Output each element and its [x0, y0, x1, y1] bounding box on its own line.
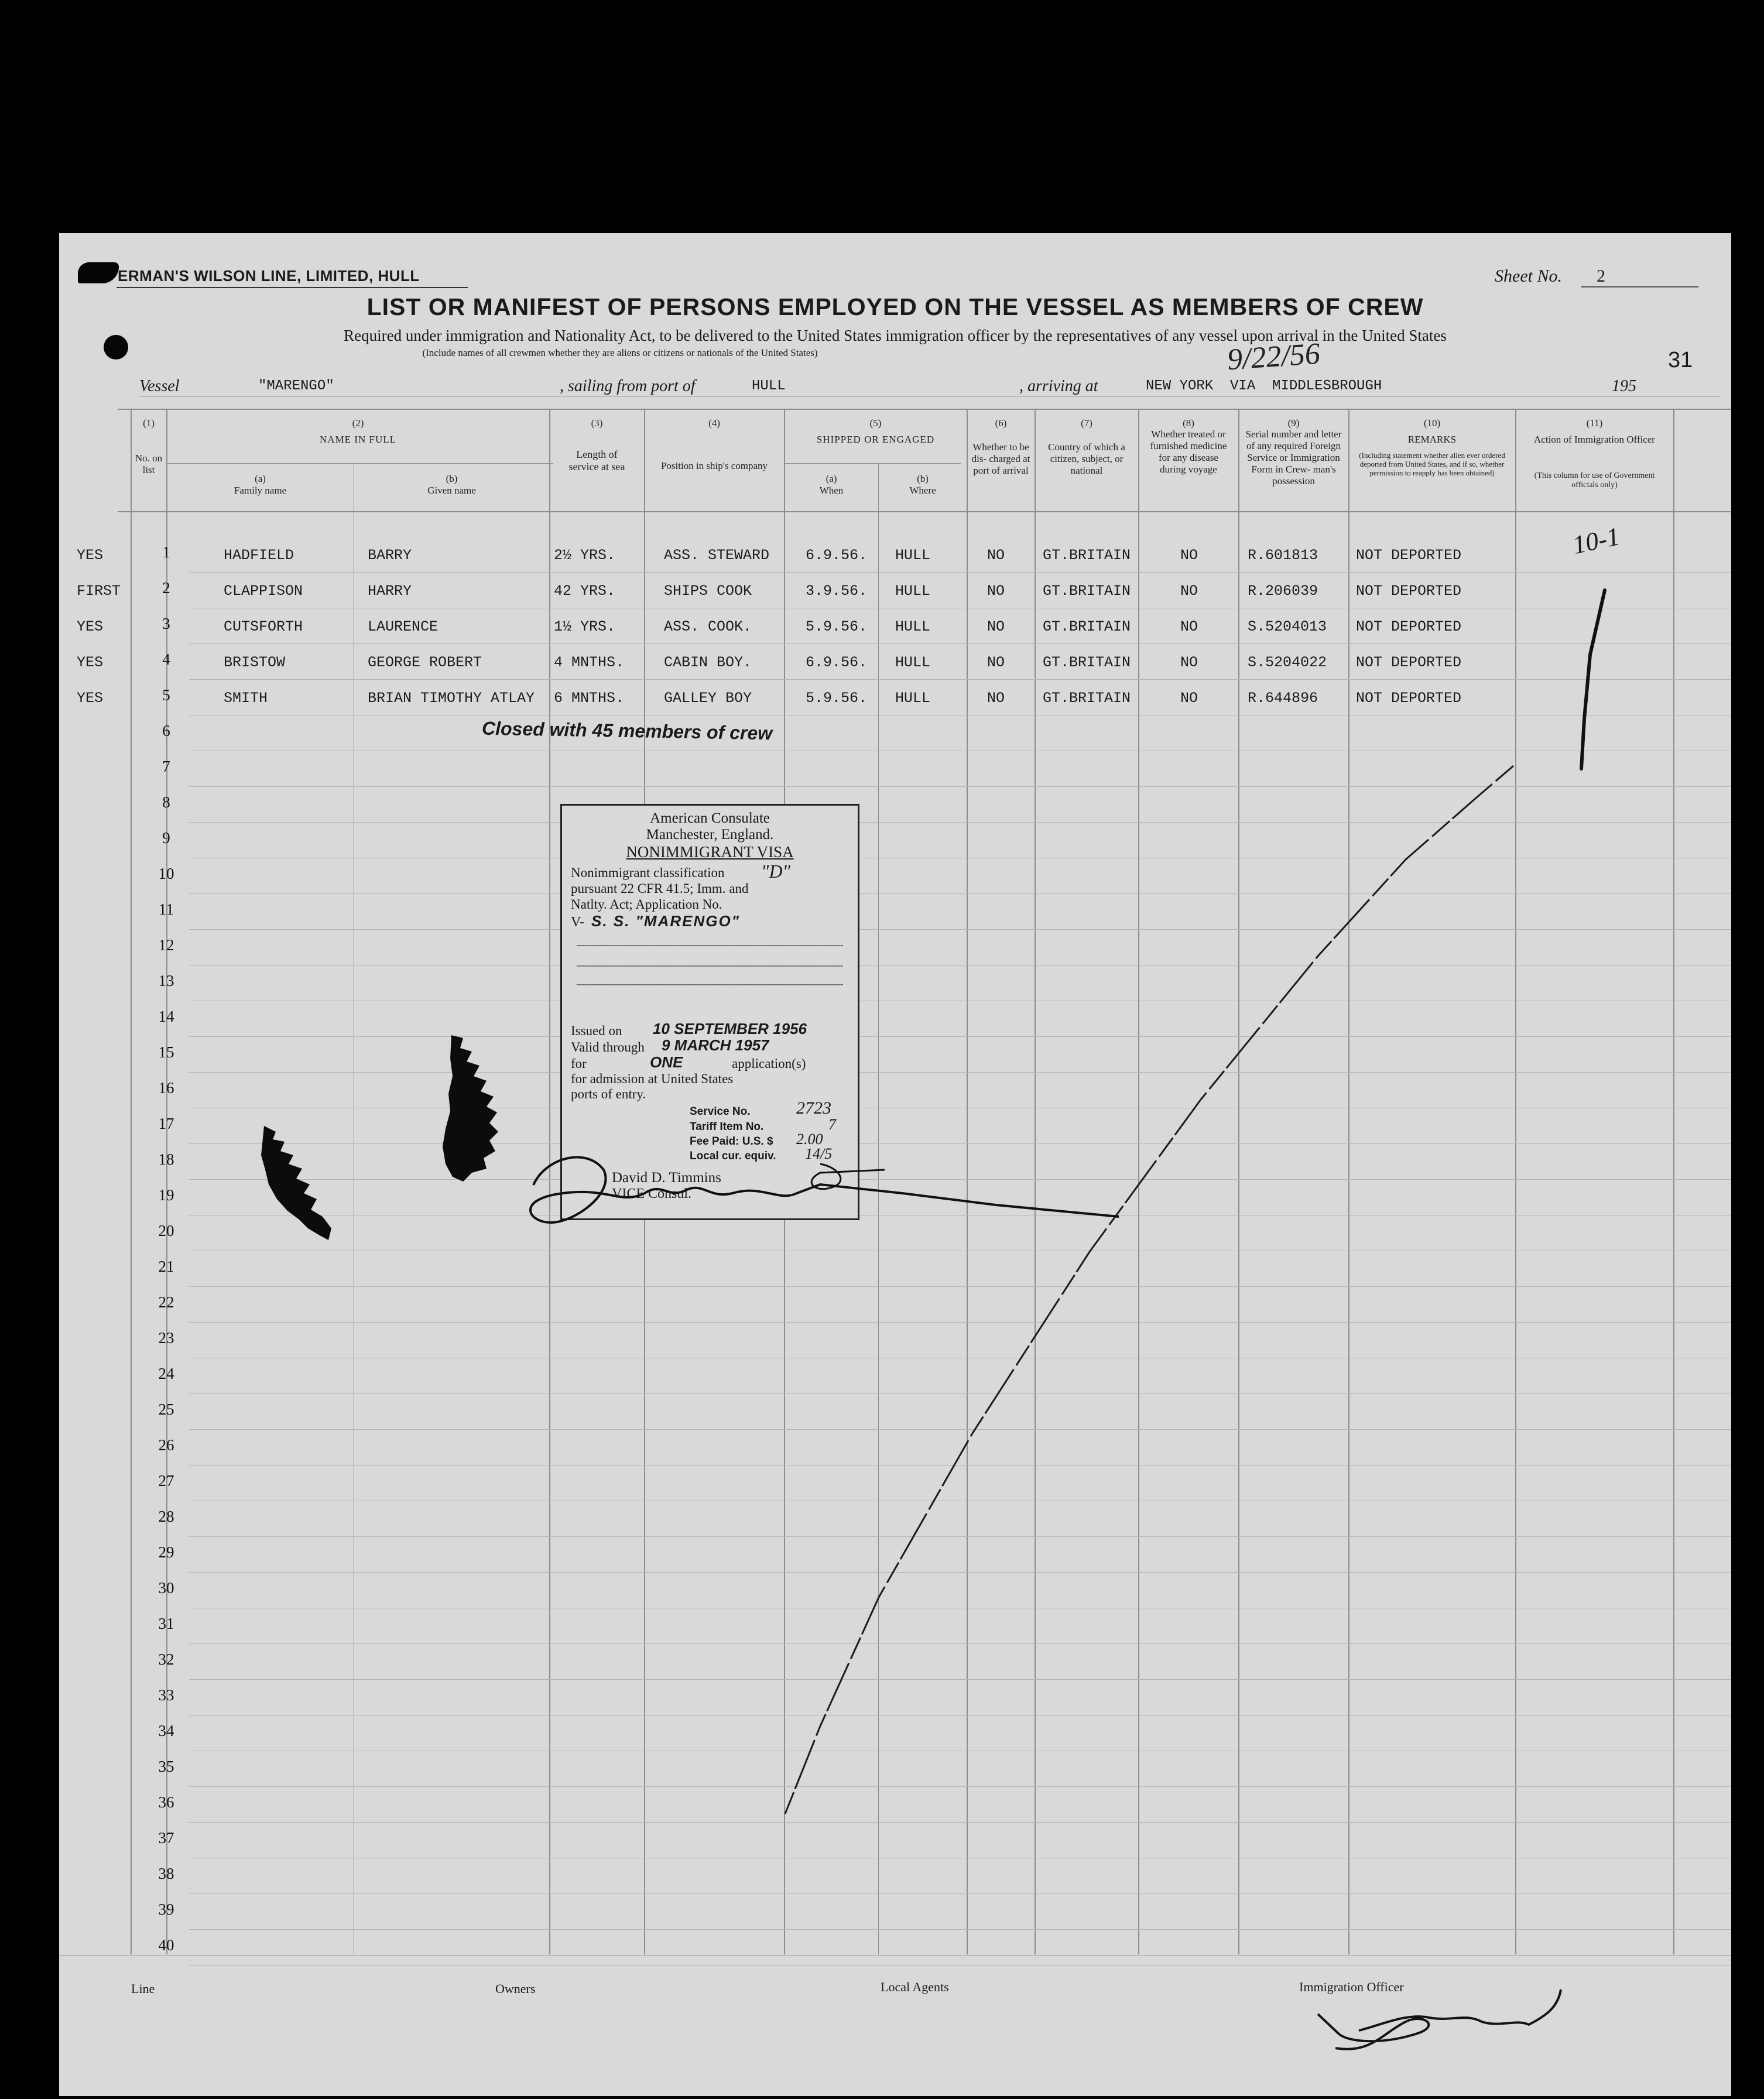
stamp-admission: for admission at United States	[571, 1071, 734, 1086]
crew-service-length: 4 MNTHS.	[554, 654, 625, 671]
stamp-consul-title: VICE Consul.	[612, 1186, 692, 1201]
stamp-consul-name: David D. Timmins	[612, 1170, 721, 1186]
closed-note: Closed with 45 members of crew	[481, 717, 773, 744]
col5b-label: (b) Where	[909, 473, 936, 496]
crew-country: GT.BRITAIN	[1043, 618, 1131, 635]
stamp-for-value: ONE	[650, 1053, 683, 1071]
crew-shipped-when: 6.9.56.	[806, 654, 868, 671]
stamp-valid-label: Valid through	[571, 1040, 645, 1054]
crew-medicine: NO	[1180, 583, 1198, 600]
crew-service-length: 42 YRS.	[554, 583, 616, 600]
stamp-fee: 2.00	[796, 1131, 823, 1148]
col5a-label: (a) When	[819, 473, 844, 496]
stamp-issued: 10 SEPTEMBER 1956	[653, 1020, 807, 1037]
crew-family-name: CUTSFORTH	[224, 618, 303, 635]
sheet-number: 2	[1597, 266, 1605, 286]
line-number: 24	[158, 1365, 174, 1382]
col11-label: Action of Immigration Officer	[1534, 434, 1655, 445]
crew-medicine: NO	[1180, 654, 1198, 671]
page-number: 31	[1668, 348, 1693, 372]
arriving-label: , arriving at	[1019, 377, 1098, 395]
crew-given-name: LAURENCE	[368, 618, 439, 635]
crew-family-name: BRISTOW	[224, 654, 286, 671]
col2a-label: (a) Family name	[234, 473, 287, 496]
seal-scrap	[443, 1035, 498, 1182]
line-number: 6	[162, 722, 170, 739]
crew-serial-number: S.5204022	[1248, 654, 1327, 671]
line-number: 3	[162, 615, 170, 632]
stamp-service-no: 2723	[796, 1098, 831, 1118]
crew-margin-note: YES	[77, 690, 104, 707]
stamp-classification: "D"	[761, 861, 790, 882]
action-stroke	[1581, 590, 1605, 769]
line-number: 8	[162, 793, 170, 811]
stamp-tariff-label: Tariff Item No.	[690, 1121, 764, 1133]
crew-shipped-when: 5.9.56.	[806, 690, 868, 707]
crew-country: GT.BRITAIN	[1043, 654, 1131, 671]
line-number: 32	[158, 1651, 174, 1668]
line-number: 38	[158, 1865, 174, 1882]
crew-position: CABIN BOY.	[664, 654, 752, 671]
document-title: LIST OR MANIFEST OF PERSONS EMPLOYED ON THE VESSEL AS MEMBERS OF CREW	[366, 293, 1424, 320]
crew-country: GT.BRITAIN	[1043, 547, 1131, 564]
crew-medicine: NO	[1180, 618, 1198, 635]
crew-margin-note: YES	[77, 547, 104, 564]
crew-shipped-when: 6.9.56.	[806, 547, 868, 564]
crew-position: GALLEY BOY	[664, 690, 752, 707]
crew-serial-number: R.601813	[1248, 547, 1318, 564]
line-number: 20	[158, 1222, 174, 1239]
company-name: ERMAN'S WILSON LINE, LIMITED, HULL	[118, 267, 420, 285]
crew-shipped-where: HULL	[895, 547, 931, 564]
stamp-tariff: 7	[828, 1116, 836, 1133]
seal-scrap	[261, 1126, 331, 1240]
col5-label: SHIPPED OR ENGAGED	[816, 434, 935, 445]
crew-family-name: HADFIELD	[224, 547, 294, 564]
officer-signature	[1318, 1990, 1561, 2049]
col6-number: (6)	[995, 417, 1007, 429]
col8-number: (8)	[1183, 417, 1194, 429]
stamp-vessel: S. S. "MARENGO"	[591, 912, 741, 930]
line-number: 9	[162, 829, 170, 847]
line-number: 4	[162, 650, 170, 668]
crew-position: ASS. STEWARD	[664, 547, 770, 564]
col8-label: Whether treated or furnished medicine for any disease during voyage	[1150, 429, 1227, 475]
line-number: 12	[158, 936, 174, 954]
crew-remarks: NOT DEPORTED	[1356, 583, 1462, 600]
crew-given-name: GEORGE ROBERT	[368, 654, 482, 671]
line-number: 17	[158, 1115, 174, 1132]
crew-serial-number: R.206039	[1248, 583, 1318, 600]
line-number: 36	[158, 1793, 174, 1811]
stamp-classification-label: Nonimmigrant classification	[571, 865, 725, 880]
crew-remarks: NOT DEPORTED	[1356, 547, 1462, 564]
line-number: 2	[162, 579, 170, 597]
crew-position: SHIPS COOK	[664, 583, 752, 600]
line-number: 34	[158, 1722, 174, 1740]
line-number: 7	[162, 758, 170, 775]
footer-owners: Owners	[495, 1981, 536, 1996]
line-number: 23	[158, 1329, 174, 1347]
stamp-service-label: Service No.	[690, 1105, 751, 1118]
year-label: 195	[1612, 377, 1636, 395]
ink-overlay	[59, 233, 1731, 2096]
line-number: 26	[158, 1436, 174, 1454]
col10-label: REMARKS	[1407, 434, 1457, 445]
line-number: 39	[158, 1901, 174, 1918]
col1-number: (1)	[143, 417, 155, 429]
vessel-label: Vessel	[139, 377, 180, 395]
line-number: 35	[158, 1758, 174, 1775]
crew-serial-number: S.5204013	[1248, 618, 1327, 635]
crew-family-name: CLAPPISON	[224, 583, 303, 600]
stamp-consulate: American Consulate	[650, 810, 770, 826]
crew-service-length: 6 MNTHS.	[554, 690, 625, 707]
sheet-label: Sheet No.	[1495, 266, 1562, 286]
sailing-label: , sailing from port of	[560, 377, 696, 395]
col10-number: (10)	[1423, 417, 1441, 429]
crew-position: ASS. COOK.	[664, 618, 752, 635]
stamp-city: Manchester, England.	[646, 827, 774, 843]
line-number: 13	[158, 972, 174, 989]
line-number: 19	[158, 1186, 174, 1204]
crew-country: GT.BRITAIN	[1043, 690, 1131, 707]
line-number: 21	[158, 1258, 174, 1275]
stamp-vessel-prefix: V-	[571, 915, 585, 930]
col2-label: NAME IN FULL	[320, 434, 396, 445]
crew-margin-note: YES	[77, 618, 104, 635]
col11-number: (11)	[1586, 417, 1603, 429]
crew-shipped-where: HULL	[895, 654, 931, 671]
line-number: 11	[159, 900, 174, 918]
crew-discharged: NO	[987, 690, 1005, 707]
crew-medicine: NO	[1180, 547, 1198, 564]
line-number: 5	[162, 686, 170, 704]
stamp-natlty: Natlty. Act; Application No.	[571, 897, 722, 912]
crew-margin-note: FIRST	[77, 583, 121, 600]
col3-label: Length of service at sea	[568, 448, 625, 472]
line-number: 30	[158, 1579, 174, 1597]
cancellation-stroke	[785, 766, 1513, 1814]
stamp-valid: 9 MARCH 1957	[662, 1036, 769, 1054]
col4-label: Position in ship's company	[660, 460, 768, 471]
line-number: 10	[158, 865, 174, 882]
line-number: 40	[158, 1936, 174, 1954]
col3-number: (3)	[591, 417, 603, 429]
crew-shipped-where: HULL	[895, 583, 931, 600]
stamp-local-label: Local cur. equiv.	[690, 1150, 776, 1162]
line-number: 31	[158, 1615, 174, 1632]
crew-discharged: NO	[987, 654, 1005, 671]
col9-number: (9)	[1287, 417, 1300, 429]
col11-note: (This column for use of Government officials only)	[1534, 471, 1655, 489]
col5-number: (5)	[869, 417, 882, 429]
handwritten-date: 9/22/56	[1226, 337, 1321, 377]
line-number: 18	[158, 1150, 174, 1168]
stamp-for-label: for	[571, 1056, 587, 1071]
crew-family-name: SMITH	[224, 690, 268, 707]
crew-margin-note: YES	[77, 654, 104, 671]
sailing-port: HULL	[752, 378, 786, 394]
crew-shipped-when: 3.9.56.	[806, 583, 868, 600]
crew-remarks: NOT DEPORTED	[1356, 618, 1462, 635]
crew-given-name: HARRY	[368, 583, 412, 600]
stamp-issued-label: Issued on	[571, 1023, 622, 1038]
line-number: 27	[158, 1472, 174, 1489]
crew-shipped-where: HULL	[895, 690, 931, 707]
crew-remarks: NOT DEPORTED	[1356, 690, 1462, 707]
crew-shipped-when: 5.9.56.	[806, 618, 868, 635]
crew-shipped-where: HULL	[895, 618, 931, 635]
stamp-fee-label: Fee Paid: U.S. $	[690, 1135, 773, 1148]
crew-medicine: NO	[1180, 690, 1198, 707]
col7-label: Country of which a citizen, subject, or national	[1048, 441, 1125, 476]
line-number: 16	[158, 1079, 174, 1097]
stamp-pursuant: pursuant 22 CFR 41.5; Imm. and	[571, 881, 749, 896]
line-number: 15	[158, 1043, 174, 1061]
col2-number: (2)	[352, 417, 364, 429]
col4-number: (4)	[708, 417, 720, 429]
crew-remarks: NOT DEPORTED	[1356, 654, 1462, 671]
document-subtitle: Required under immigration and Nationality Act, to be delivered to the United States immigration officer by the representatives of any vessel upon arrival in the United States	[344, 327, 1447, 344]
officer-action-mark: 10-1	[1570, 522, 1622, 560]
line-number: 1	[162, 543, 170, 561]
consul-signature	[530, 1158, 1119, 1223]
line-number: 25	[158, 1401, 174, 1418]
crew-discharged: NO	[987, 618, 1005, 635]
line-number: 22	[158, 1293, 174, 1311]
line-number: 28	[158, 1508, 174, 1525]
col1-label: No. on list	[135, 453, 163, 475]
col6-label: Whether to be dis- charged at port of arrival	[971, 441, 1030, 476]
arriving-port: NEW YORK VIA MIDDLESBROUGH	[1146, 378, 1382, 394]
crew-serial-number: R.644896	[1248, 690, 1318, 707]
vessel-name: "MARENGO"	[258, 378, 334, 394]
col10-note: (Including statement whether alien ever ordered deported from United States, and if so, whether permission to reapply has been obtained)	[1359, 451, 1505, 477]
crew-discharged: NO	[987, 547, 1005, 564]
crew-country: GT.BRITAIN	[1043, 583, 1131, 600]
line-number: 37	[158, 1829, 174, 1847]
col2b-label: (b) Given name	[427, 473, 476, 496]
stamp-visa-title: NONIMMIGRANT VISA	[626, 843, 794, 861]
crew-given-name: BRIAN TIMOTHY ATLAY	[368, 690, 535, 707]
footer-line: Line	[131, 1981, 155, 1996]
stamp-ports: ports of entry.	[571, 1087, 646, 1101]
document-note: (Include names of all crewmen whether they are aliens or citizens or nationals of the United States)	[422, 347, 818, 358]
stamp-local: 14/5	[805, 1145, 833, 1162]
crew-service-length: 2½ YRS.	[554, 547, 616, 564]
line-number: 14	[158, 1008, 174, 1025]
footer-officer: Immigration Officer	[1299, 1980, 1404, 1994]
footer-agents: Local Agents	[881, 1980, 949, 1994]
col9-label: Serial number and letter of any required Foreign Service or Immigration Form in Crew- man's possession	[1245, 429, 1342, 487]
stamp-application: application(s)	[732, 1056, 806, 1071]
manifest-sheet	[59, 233, 1731, 2096]
crew-discharged: NO	[987, 583, 1005, 600]
line-number: 33	[158, 1686, 174, 1704]
crew-service-length: 1½ YRS.	[554, 618, 616, 635]
col7-number: (7)	[1081, 417, 1092, 429]
crew-given-name: BARRY	[368, 547, 412, 564]
line-number: 29	[158, 1543, 174, 1561]
